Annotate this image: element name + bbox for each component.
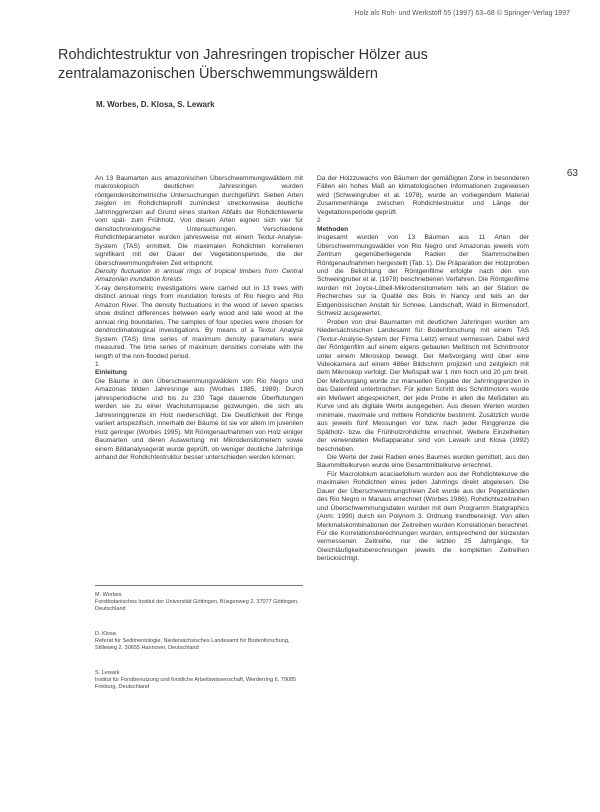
section2-paragraph: Die Werte der zwei Radien eines Baumes wurden gemittelt, aus den Baummittelkurven wurde eine Gesamtmittelkurve errechnet. — [317, 453, 529, 470]
section1-number: 1 — [95, 360, 99, 368]
abstract-english-title: Density fluctuation in annual rings of tropical timbers from Central Amazonian inundation forests — [95, 267, 303, 284]
abstract-english: X-ray densitometric investigations were carried out in 13 trees with distinct annual rings from inundation forests of Rio Negro and Rio Amazon River. The density fluctuations in the wood of seven species show distinct differences between early wood and late wood at the annual ring boundaries. The samples of four species were chosen for dendroclimatological investigations. By means of a Textur Analyse System (TAS) time series of maximum density parameters were measured. The time series of maximum densities correlate with the length of the non-flooded period. — [95, 284, 303, 360]
section2-title: Methoden — [317, 225, 349, 233]
affiliation-address: Forstbotanisches Institut der Universität Göttingen, Büsgenweg 2, 37077 Göttingen, Deutschland — [95, 599, 299, 613]
right-column — [317, 175, 529, 564]
section2-number: 2 — [317, 217, 321, 225]
section2-paragraph: Für Macrolobium acaciaefolium wurden aus der Rohdichtekurve die maximalen Rohdichten eines jeden Jahrrings direkt abgelesen. Die Dauer der Überschwemmungsfreien Zeit wurde aus der Pegelständen des Rio Negro in Manaus errechnet (Worbes 1986). Rohdichtezeitreihen und Überschwemmungsdaten wurden mit dem Programm Statgraphics (Anm: 1990) durch ein Polynom 3. Ordnung trendbereinigt. Von allen Merkmalskombinationen der Zeitreihen wurden Korrelationen berechnet. Für die Korrelationsberechnungen wurden, entsprechend der kürzesten vermessenen Zeitreihe, nur die letzten 25 Jahrgänge, für Gleichläufigkeitsberechnungen jeweils die kompletten Zeitreihen berücksichtigt. — [317, 470, 529, 563]
section1-title: Einleitung — [95, 369, 127, 377]
abstract-german: An 13 Baumarten aus amazonischen Überschwemmungswäldern mit makroskopisch deutlichen Jahresringen wurden röntgendensitometrische Untersuchungen durchgeführt. Sieben Arten zeigten im Rohdichteprofil zumindest streckenweise deutliche Jahrringgrenzen auf Grund eines starken Abfalls der Rohdichtewerte vom spät- zum Frühholz. Von diesen Arten eignen sich vier für densitochronologische Untersuchungen. Verschiedene Rohdichteparameter wurden jahresweise mit einem Textur-Analyse-System (TAS) ermittelt. Die maximalen Rohdichten korrelieren signifikant mit der Dauer der Vegetationsperiode, die der überschwemmungsfreien Zeit entspricht. — [95, 175, 303, 267]
page-number: 63 — [566, 168, 578, 179]
affiliation-block — [95, 592, 305, 613]
affiliation-name: S. Lewark — [95, 670, 120, 676]
affiliation-address: Institut für Forstbenutzung und forstliche Arbeitswissenschaft, Werderring 6, 79085 Freiburg, Deutschland — [95, 677, 297, 691]
affiliation-divider — [95, 585, 303, 586]
affiliation-name: D. Klosa — [95, 631, 116, 637]
affiliation-block — [95, 670, 305, 691]
affiliation-block — [95, 631, 305, 652]
right-intro-text: Da der Holzzuwachs von Bäumen der gemäßigten Zone in besonderen Fällen ein hohes Maß an klimatologischen Informationen zugewiesen wird (Schweingruber et al. 1978), wurde an vorliegendem Material Zusammenhänge zwischen Rohdichtestruktur und Länge der Vegetationsperiode geprüft. — [317, 175, 529, 216]
section1-text: Die Bäume in den Überschwemmungswäldern von Rio Negro und Amazonas bilden Jahresringe aus (Worbes 1985, 1989). Durch jahresperiodische und bis zu 230 Tage dauernde Überflutungen werden sie zu einer Wachstumspause gezwungen, die sich als Jahresringgrenze im Holz niederschlägt. Die Deutlichkeit der Ringe variiert artspezifisch, innerhalb der Bäume ist sie vor allem im juvenilen Holz geringer (Worbes 1995). Mit Röntgenaufnahmen von Holz einiger Baumarten und deren Auswertung mit Mikrodensitometern sowie einem Bildanalysegerät wurde geprüft, ob weniger deutliche Jahrringe anhand der Rohdichtestruktur besser unterschieden werden können. — [95, 377, 303, 461]
affiliation-address: Referat für Sedimentologie, Niedersächsisches Landesamt für Bodenforschung, Stilleweg 2, 30655 Hannover, Deutschland — [95, 638, 290, 652]
left-column — [95, 175, 303, 462]
article-authors: M. Worbes, D. Klosa, S. Lewark — [96, 100, 215, 109]
running-head: Holz als Roh- und Werkstoff 55 (1997) 63–68 © Springer-Verlag 1997 — [354, 10, 570, 17]
section2-paragraph: Insgesamt wurden von 13 Bäumen aus 11 Arten der Überschwemmungswälder von Rio Negro und Amazonas jeweils vom Zentrum gegenüberliegende Radien der Stammscheiben Röntgenaufnahmen hergestellt (Tab. 1). Die Präparation der Holzproben und die Belichtung der Röntgenfilme erfolgte nach den von Schweingruber et al. (1978) beschriebenen Verfahren. Die Röntgenfilme wurden mit Joyce-Löbell-Mikrodensitometern teils an der Station de Recherches sur la Qualité des Bois in Nancy und teils an der Eidgenössischen Anstalt für Schnee, Landschaft, Wald in Birmensdorf, Schweiz ausgewertet. — [317, 234, 529, 318]
article-title: Rohdichtestruktur von Jahresringen tropischer Hölzer aus zentralamazonischen Überschwemmungswäldern — [58, 47, 428, 82]
affiliation-name: M. Worbes — [95, 592, 122, 598]
section2-paragraph: Proben von drei Baumarten mit deutlichen Jahrringen wurden am Niedersächsischen Landesamt für Bodenforschung mit einem TAS (Textur-Analyse-System der Firma Leitz) erneut vermessen. Dabei wird der Röntgenfilm auf einem eigens gebauten Meßtisch mit Schrittmotor unter einem Mikroskop bewegt. Der Meßvorgang wird über eine Videokamera auf einem 486er Bildschirm projiziert und zeitgleich mit dem Mikroskop verfolgt. Der Meßspalt war 1 mm hoch und 20 µm breit. Der Meßvorgang wurde zur manuellen Eingabe der Jahrringgrenzen in das Datenfeld unterbrochen. Für jeden Schritt des Schrittmotors wurde ein Meßwert abgespeichert, der jede Probe in allen die Meßdaten als Kurve und als digitale Werte ausgegeben. Aus diesen Werten wurden minimale, maximale und mittlere Rohdichte bestimmt. Zusätzlich wurde aus jeweils fünf Messungen vor bzw. nach jeder Ringgrenze die Spätholz- bzw. die Frühholzrohdichte errechnet. Weitere Einzelheiten der verwendeten Meßapparatur sind von Lewark und Klosa (1992) beschrieben. — [317, 318, 529, 453]
